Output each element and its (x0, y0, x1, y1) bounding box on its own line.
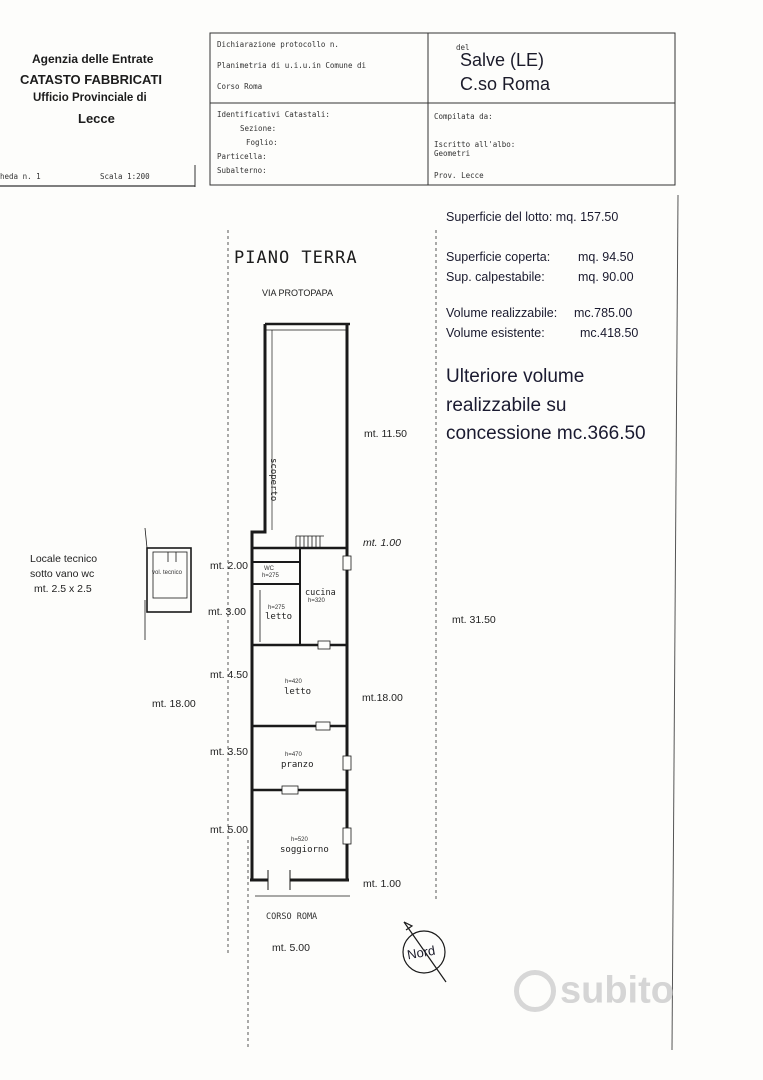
compilata-label: Compilata da: (434, 112, 493, 121)
room-pranzo-h: h=470 (285, 752, 302, 758)
agency-line1: Agenzia delle Entrate (32, 52, 154, 66)
ulteriore-line3: concessione mc.366.50 (446, 423, 646, 444)
dim-1-00-bottom: mt. 1.00 (363, 878, 401, 890)
vol-realizzabile-label: Volume realizzabile: (446, 306, 558, 320)
scala-label: Scala 1:200 (100, 172, 150, 181)
coperta-value: mq. 94.50 (578, 250, 634, 264)
agency-line2: CATASTO FABBRICATI (20, 72, 163, 87)
room-letto2-h: h=420 (285, 679, 302, 685)
plan-label: Planimetria di u.i.u.in Comune di (217, 61, 367, 70)
locale-tecnico-line3: mt. 2.5 x 2.5 (34, 583, 92, 595)
north-label: Nord (405, 942, 437, 963)
street-bottom: CORSO ROMA (266, 912, 318, 922)
room-soggiorno-h: h=520 (291, 837, 308, 843)
room-scoperto: scoperto (268, 458, 278, 502)
geometri-label: Geometri (434, 149, 471, 158)
agency-line4: Lecce (78, 111, 115, 126)
coperta-label: Superficie coperta: (446, 250, 551, 264)
address-handwritten: C.so Roma (460, 74, 551, 94)
dim-4-50: mt. 4.50 (210, 669, 248, 681)
room-cucina-h: h=320 (308, 598, 325, 604)
dim-5-00: mt. 5.00 (210, 824, 248, 836)
room-pranzo: pranzo (281, 760, 314, 770)
room-letto1-h: h=275 (268, 605, 285, 611)
ulteriore-line1: Ulteriore volume (446, 366, 585, 387)
locale-tecnico-line2: sotto vano wc (30, 568, 95, 580)
dim-11-50: mt. 11.50 (364, 428, 407, 440)
subito-wordmark: subito (560, 969, 674, 1012)
foglio-label: Foglio: (246, 138, 278, 147)
header-bottom-box (210, 103, 675, 185)
plan-title: PIANO TERRA (234, 248, 358, 268)
protocol-label: Dichiarazione protocollo n. (217, 40, 339, 49)
street-top: VIA PROTOPAPA (262, 288, 334, 298)
ulteriore-line2: realizzabile su (446, 395, 567, 416)
room-letto2: letto (284, 687, 312, 697)
date-label: del (456, 43, 470, 52)
vol-esistente-label: Volume esistente: (446, 326, 545, 340)
particella-label: Particella: (217, 152, 267, 161)
vol-realizzabile-value: mc.785.00 (574, 306, 633, 320)
subito-logo (514, 968, 674, 1012)
locale-tecnico-line1: Locale tecnico (30, 553, 98, 565)
scheda-label: heda n. 1 (0, 172, 41, 181)
room-vano-tecnico: vol. tecnico (152, 570, 183, 576)
room-wc-h: h=275 (262, 573, 279, 579)
dim-3-50: mt. 3.50 (210, 746, 248, 758)
prov-label: Prov. Lecce (434, 171, 484, 180)
dim-2-00: mt. 2.00 (210, 560, 248, 572)
calpestabile-label: Sup. calpestabile: (446, 270, 545, 284)
subito-logo-mark (514, 970, 556, 1012)
dim-1-00-top: mt. 1.00 (363, 537, 401, 549)
room-soggiorno: soggiorno (280, 845, 329, 855)
agency-line3: Ufficio Provinciale di (33, 92, 147, 104)
vol-esistente-value: mc.418.50 (580, 326, 639, 340)
room-letto1: letto (265, 612, 293, 622)
header-top-box (210, 33, 675, 103)
sezione-label: Sezione: (240, 124, 277, 133)
dim-18-00-left: mt. 18.00 (152, 698, 196, 710)
ident-title: Identificativi Catastali: (217, 110, 330, 119)
comune-value: Salve (LE) (460, 50, 545, 70)
iscritto-label: Iscritto all'albo: (434, 140, 516, 149)
calpestabile-value: mq. 90.00 (578, 270, 634, 284)
address-printed: Corso Roma (217, 82, 263, 91)
dim-3-00: mt. 3.00 (208, 606, 246, 618)
room-cucina: cucina (305, 588, 336, 598)
dim-31-50: mt. 31.50 (452, 614, 496, 626)
room-wc: WC (264, 566, 274, 572)
subalterno-label: Subalterno: (217, 166, 267, 175)
dim-18-00-right: mt.18.00 (362, 692, 403, 704)
lotto-stat: Superficie del lotto: mq. 157.50 (446, 210, 619, 224)
dim-5-00-bottom: mt. 5.00 (272, 942, 310, 954)
